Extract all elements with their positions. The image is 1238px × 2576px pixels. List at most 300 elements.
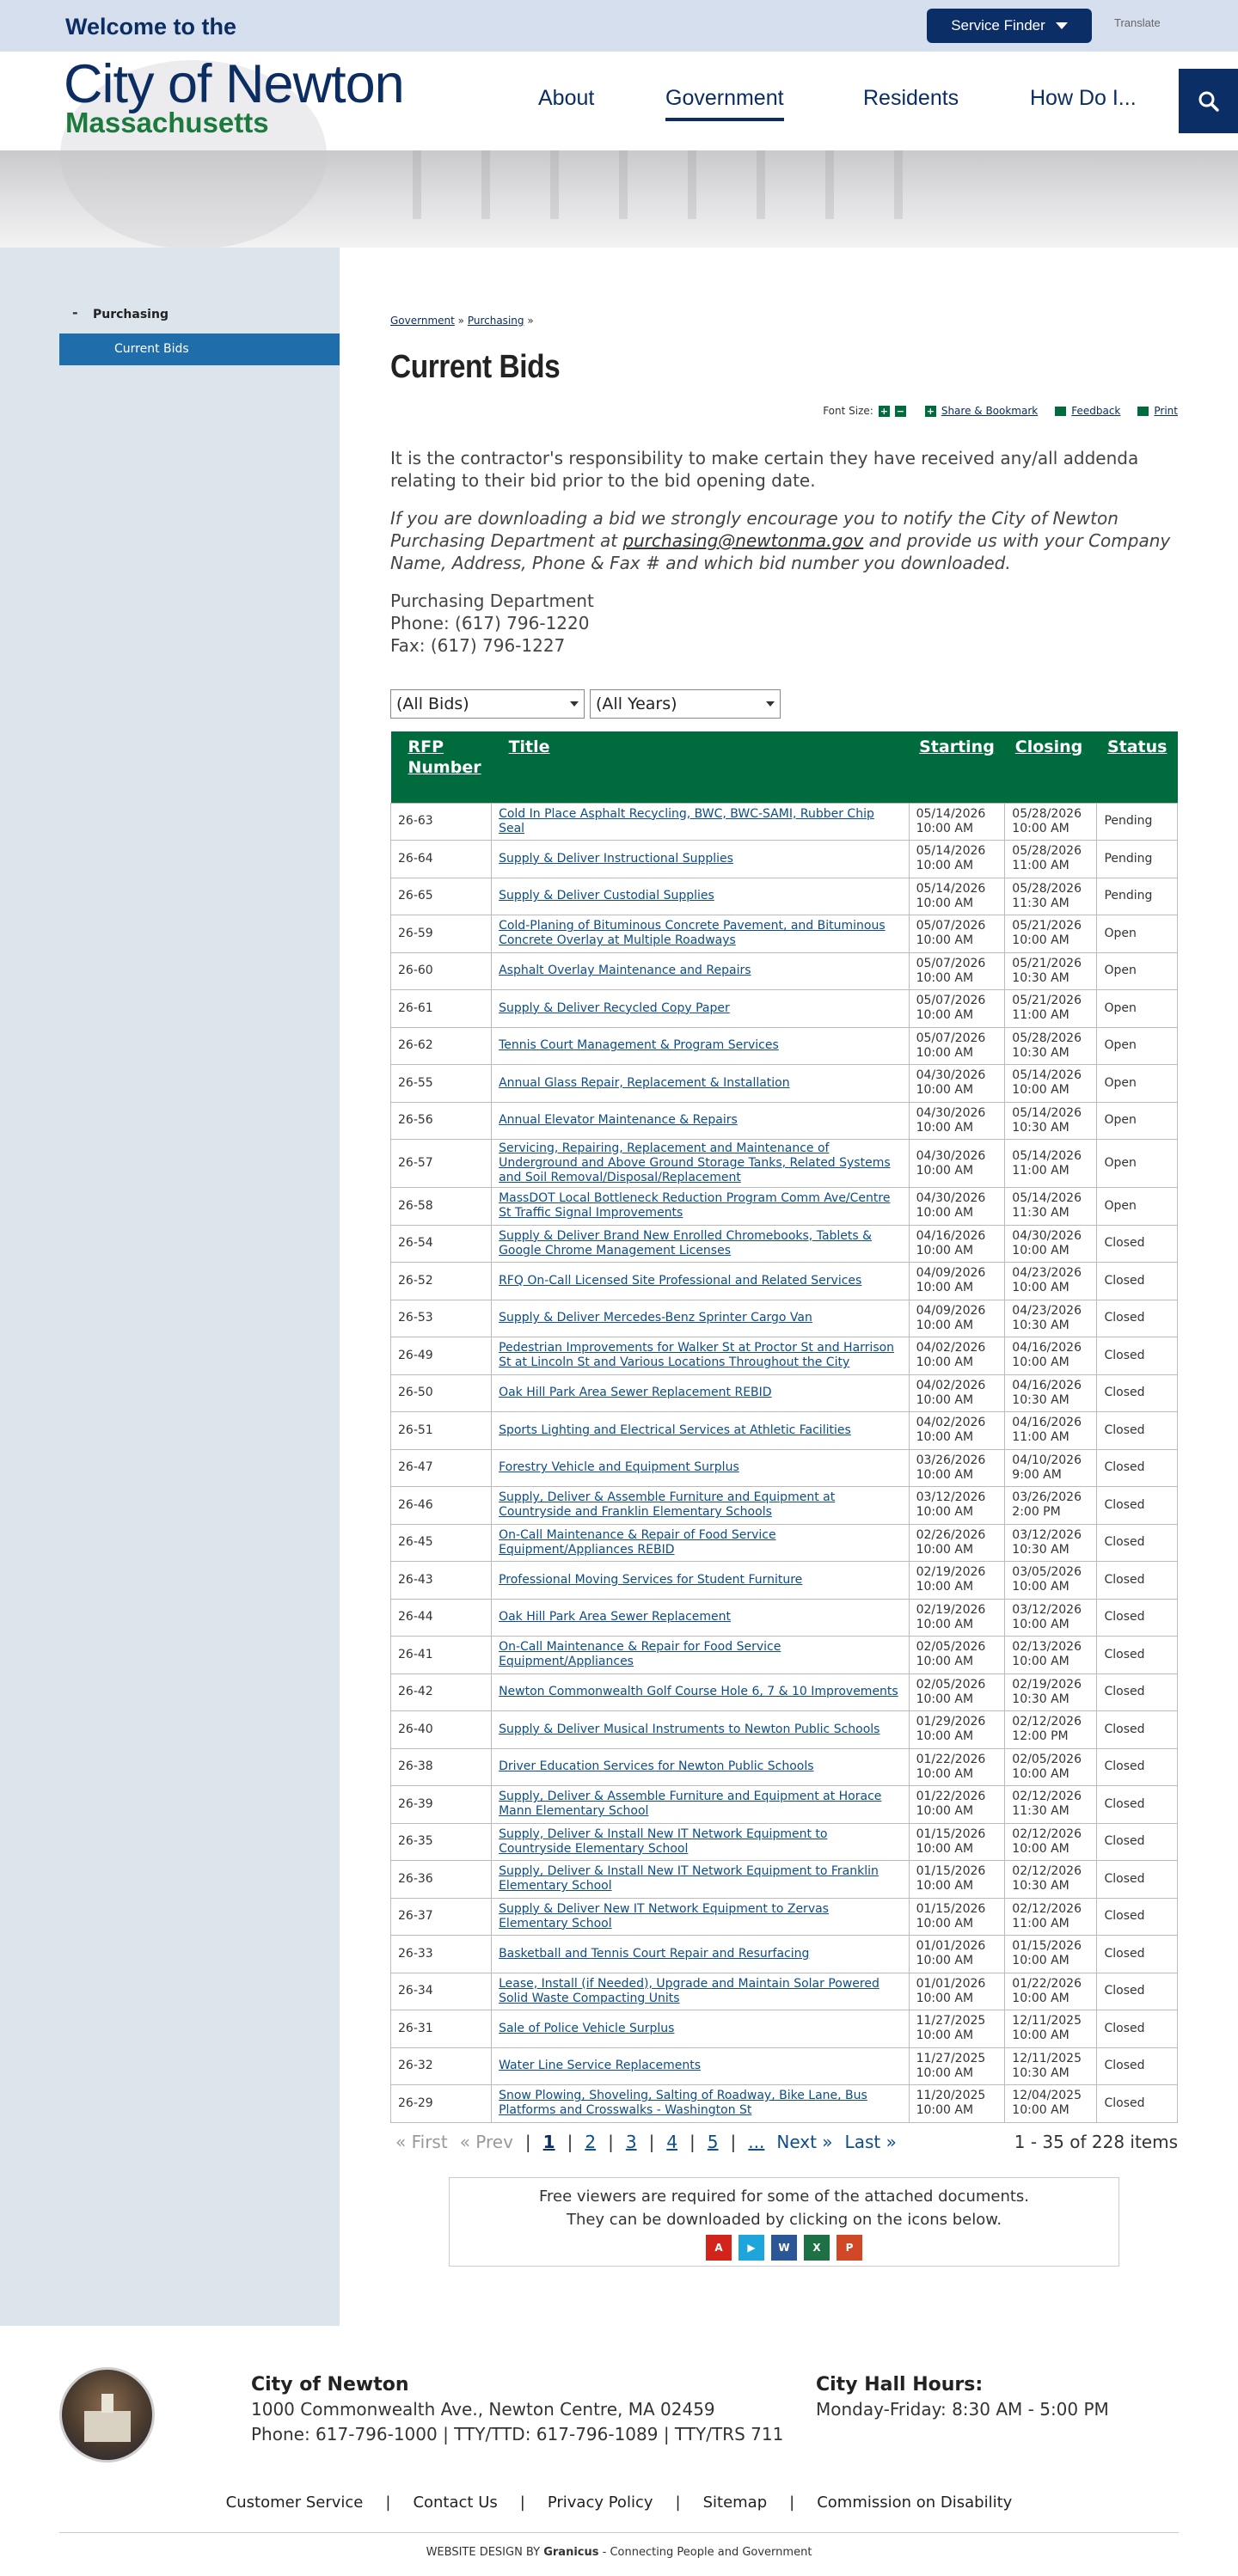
dept-name: Purchasing Department [390,590,594,611]
bid-title-link[interactable]: On-Call Maintenance & Repair for Food Service Equipment/Appliances [499,1640,781,1669]
bid-title-link[interactable]: Oak Hill Park Area Sewer Replacement [499,1610,732,1625]
closing-date-cell: 05/14/2026 10:30 AM [1005,1102,1097,1140]
powerpoint-viewer-icon[interactable]: P [837,2235,862,2261]
granicus-link[interactable]: Granicus [543,2546,599,2559]
closing-date-cell: 12/04/2025 10:00 AM [1005,2085,1097,2123]
table-row [391,1300,1178,1337]
starting-date-cell: 05/14/2026 10:00 AM [909,803,1005,841]
starting-date-cell: 02/05/2026 10:00 AM [909,1673,1005,1711]
closing-date-cell: 01/15/2026 10:00 AM [1005,1936,1097,1973]
bid-title-cell [492,2085,910,2123]
rfp-number-cell: 26-61 [391,990,492,1028]
nav-government[interactable]: Government [665,86,784,110]
page-tools [823,405,1178,417]
table-row [391,1562,1178,1600]
site-logo-city[interactable]: City of Newton [64,54,404,114]
rfp-number-cell: 26-52 [391,1263,492,1300]
closing-date-cell: 02/12/2026 11:00 AM [1005,1898,1097,1936]
closing-date-cell: 04/16/2026 10:30 AM [1005,1374,1097,1412]
chevron-down-icon [766,701,775,707]
starting-date-cell: 05/07/2026 10:00 AM [909,915,1005,953]
rfp-number-cell: 26-62 [391,1027,492,1065]
bid-title-link[interactable]: Snow Plowing, Shoveling, Salting of Roadway, Bike Lane, Bus Platforms and Crosswalks - Washington St [499,2089,867,2118]
starting-date-cell: 03/12/2026 10:00 AM [909,1487,1005,1525]
top-bar [0,0,1238,52]
bid-title-cell [492,1973,910,2010]
closing-date-cell: 05/28/2026 10:30 AM [1005,1027,1097,1065]
rfp-number-cell: 26-65 [391,878,492,915]
breadcrumb: Government » Purchasing » [390,315,534,327]
starting-date-cell: 01/15/2026 10:00 AM [909,1861,1005,1899]
starting-date-cell: 01/22/2026 10:00 AM [909,1786,1005,1824]
bid-title-link[interactable]: Supply, Deliver & Assemble Furniture and Equipment at Horace Mann Elementary School [499,1790,882,1819]
font-size-label: Font Size: [823,405,873,417]
starting-date-cell: 04/02/2026 10:00 AM [909,1374,1005,1412]
status-cell: Closed [1097,1263,1178,1300]
rfp-number-cell: 26-34 [391,1973,492,2010]
footer-link-sitemap[interactable]: Sitemap [702,2493,768,2512]
rfp-number-cell: 26-43 [391,1562,492,1600]
bid-title-link[interactable]: Annual Glass Repair, Replacement & Installation [499,1075,790,1090]
bid-title-cell [492,1823,910,1861]
collapse-icon[interactable]: - [72,304,78,321]
bid-title-cell [492,2010,910,2048]
table-row [391,915,1178,953]
table-row [391,1449,1178,1487]
rfp-number-cell: 26-46 [391,1487,492,1525]
bid-title-cell [492,1225,910,1263]
status-cell: Closed [1097,2047,1178,2085]
starting-date-cell: 01/15/2026 10:00 AM [909,1898,1005,1936]
closing-date-cell: 02/12/2026 10:30 AM [1005,1861,1097,1899]
bid-title-link[interactable]: Sports Lighting and Electrical Services at Athletic Facilities [499,1423,851,1437]
table-row [391,878,1178,915]
bids-table [390,731,1178,2123]
starting-date-cell: 04/30/2026 10:00 AM [909,1065,1005,1103]
status-cell: Open [1097,915,1178,953]
sidebar-item-purchasing[interactable]: Purchasing [93,308,169,321]
status-cell: Open [1097,1140,1178,1188]
rfp-number-cell: 26-59 [391,915,492,953]
footer-hours-title: City Hall Hours: [816,2374,984,2395]
closing-date-cell: 05/21/2026 10:00 AM [1005,915,1097,953]
table-header-row [391,731,1178,803]
intro-text [390,447,1178,657]
bid-title-cell [492,1748,910,1786]
bid-title-cell [492,1599,910,1637]
footer-link-contact-us[interactable]: Contact Us [413,2493,498,2512]
starting-date-cell: 11/27/2025 10:00 AM [909,2010,1005,2048]
bid-title-cell [492,1898,910,1936]
rfp-number-cell: 26-64 [391,841,492,878]
bid-title-cell [492,1637,910,1674]
starting-date-cell: 05/07/2026 10:00 AM [909,990,1005,1028]
city-seal-logo [59,2367,155,2463]
bid-title-link[interactable]: Annual Elevator Maintenance & Repairs [499,1113,738,1128]
bid-title-cell [492,1711,910,1749]
pager-next[interactable]: Next » [776,2132,833,2152]
bid-title-link[interactable]: Supply & Deliver Instructional Supplies [499,851,733,866]
bid-title-link[interactable]: On-Call Maintenance & Repair of Food Service Equipment/Appliances REBID [499,1527,776,1557]
bid-title-cell [492,1673,910,1711]
translate-link[interactable]: Translate [1114,16,1161,29]
table-row [391,1337,1178,1375]
table-row [391,1065,1178,1103]
table-row [391,1823,1178,1861]
table-row [391,1973,1178,2010]
bid-filters [390,689,781,719]
breadcrumb-government[interactable]: Government [390,315,455,327]
viewers-line-2: They can be downloaded by clicking on the icons below. [566,2211,1002,2229]
nav-how-do-i[interactable]: How Do I... [1030,86,1137,110]
closing-date-cell: 03/05/2026 10:00 AM [1005,1562,1097,1600]
pager-last[interactable]: Last » [844,2132,897,2152]
table-row [391,2085,1178,2123]
starting-date-cell: 02/19/2026 10:00 AM [909,1562,1005,1600]
table-row [391,952,1178,990]
status-cell: Closed [1097,1374,1178,1412]
closing-date-cell: 03/12/2026 10:30 AM [1005,1524,1097,1562]
pager-page-5[interactable]: 5 [707,2132,719,2152]
footer-links: Customer Service | Contact Us | Privacy Policy | Sitemap | Commission on Disability [225,2493,1013,2512]
starting-date-cell: 05/14/2026 10:00 AM [909,878,1005,915]
status-cell: Closed [1097,1487,1178,1525]
bid-title-cell [492,803,910,841]
rfp-number-cell: 26-50 [391,1374,492,1412]
starting-date-cell: 01/22/2026 10:00 AM [909,1748,1005,1786]
closing-date-cell: 04/30/2026 10:00 AM [1005,1225,1097,1263]
print-icon [1137,407,1149,416]
bid-title-link[interactable]: Supply & Deliver Mercedes-Benz Sprinter Cargo Van [499,1311,812,1325]
word-viewer-icon[interactable]: W [771,2235,797,2261]
status-cell: Closed [1097,1412,1178,1450]
table-row [391,1599,1178,1637]
bid-title-link[interactable]: RFQ On-Call Licensed Site Professional and Related Services [499,1273,862,1288]
status-cell: Open [1097,1065,1178,1103]
status-cell: Open [1097,1102,1178,1140]
starting-date-cell: 05/14/2026 10:00 AM [909,841,1005,878]
bid-title-link[interactable]: Supply & Deliver Musical Instruments to Newton Public Schools [499,1722,880,1736]
chevron-down-icon [1056,22,1068,29]
table-row [391,1140,1178,1188]
font-increase-icon[interactable]: + [879,405,888,417]
pager-page-4[interactable]: 4 [666,2132,678,2152]
starting-date-cell: 01/15/2026 10:00 AM [909,1823,1005,1861]
rfp-number-cell: 26-41 [391,1637,492,1674]
footer-hours-text: Monday-Friday: 8:30 AM - 5:00 PM [816,2399,1109,2420]
media-player-icon[interactable]: ▶ [739,2235,764,2261]
excel-viewer-icon[interactable]: X [804,2235,830,2261]
bid-title-link[interactable]: Newton Commonwealth Golf Course Hole 6, 7 & 10 Improvements [499,1685,898,1699]
closing-date-cell: 02/12/2026 11:30 AM [1005,1786,1097,1824]
status-cell: Open [1097,1027,1178,1065]
bid-title-cell [492,915,910,953]
rfp-number-cell: 26-39 [391,1786,492,1824]
rfp-number-cell: 26-63 [391,803,492,841]
starting-date-cell: 04/02/2026 10:00 AM [909,1337,1005,1375]
starting-date-cell: 04/30/2026 10:00 AM [909,1188,1005,1226]
bid-title-link[interactable]: MassDOT Local Bottleneck Reduction Program Comm Ave/Centre St Traffic Signal Improvements [499,1191,891,1221]
bid-title-cell [492,1102,910,1140]
closing-date-cell: 02/19/2026 10:30 AM [1005,1673,1097,1711]
col-rfp-number[interactable]: RFP Number [391,731,492,803]
closing-date-cell: 05/28/2026 11:30 AM [1005,878,1097,915]
bid-title-cell [492,1412,910,1450]
rfp-number-cell: 26-60 [391,952,492,990]
starting-date-cell: 01/01/2026 10:00 AM [909,1936,1005,1973]
rfp-number-cell: 26-29 [391,2085,492,2123]
rfp-number-cell: 26-56 [391,1102,492,1140]
starting-date-cell: 02/26/2026 10:00 AM [909,1524,1005,1562]
sidebar-item-current-bids[interactable]: Current Bids [59,333,340,365]
table-row [391,1673,1178,1711]
table-row [391,1027,1178,1065]
bid-title-cell [492,1487,910,1525]
col-starting[interactable]: Starting [909,731,1005,803]
dept-phone: Phone: (617) 796-1220 [390,613,590,633]
table-row [391,803,1178,841]
bid-title-cell [492,1300,910,1337]
status-cell: Closed [1097,1225,1178,1263]
bid-title-link[interactable]: Water Line Service Replacements [499,2059,702,2073]
feedback-icon [1055,407,1066,416]
bid-title-cell [492,1140,910,1188]
col-status[interactable]: Status [1097,731,1178,803]
bid-title-link[interactable]: Supply, Deliver & Install New IT Network Equipment to Countryside Elementary School [499,1826,828,1856]
bid-title-cell [492,1188,910,1226]
starting-date-cell: 02/05/2026 10:00 AM [909,1637,1005,1674]
bid-title-cell [492,1065,910,1103]
starting-date-cell: 04/30/2026 10:00 AM [909,1102,1005,1140]
nav-residents[interactable]: Residents [863,86,959,110]
bid-title-cell [492,878,910,915]
main-navigation [0,52,1238,150]
closing-date-cell: 12/11/2025 10:00 AM [1005,2010,1097,2048]
print-link[interactable]: Print [1154,405,1178,417]
closing-date-cell: 05/28/2026 10:00 AM [1005,803,1097,841]
table-row [391,1861,1178,1899]
status-cell: Closed [1097,2085,1178,2123]
closing-date-cell: 12/11/2025 10:30 AM [1005,2047,1097,2085]
page-title: Current Bids [390,349,561,385]
status-cell: Closed [1097,1973,1178,2010]
bids-table-body [391,803,1178,2122]
footer-address: 1000 Commonwealth Ave., Newton Centre, MA 02459 [251,2399,715,2420]
status-cell: Closed [1097,1936,1178,1973]
closing-date-cell: 05/14/2026 10:00 AM [1005,1065,1097,1103]
status-cell: Closed [1097,1524,1178,1562]
starting-date-cell: 11/20/2025 10:00 AM [909,2085,1005,2123]
bid-year-select[interactable]: (All Years) [590,689,781,719]
dept-fax: Fax: (617) 796-1227 [390,635,566,656]
table-row [391,1936,1178,1973]
bid-title-link[interactable]: Driver Education Services for Newton Public Schools [499,1759,814,1774]
bid-title-link[interactable]: Oak Hill Park Area Sewer Replacement REBID [499,1386,772,1400]
bid-title-link[interactable]: Pedestrian Improvements for Walker St at Proctor St and Harrison St at Lincoln St and Various Locations Throughout the City [499,1341,895,1370]
status-cell: Closed [1097,1786,1178,1824]
share-bookmark-link[interactable]: Share & Bookmark [941,405,1039,417]
closing-date-cell: 02/12/2026 10:00 AM [1005,1823,1097,1861]
starting-date-cell: 01/29/2026 10:00 AM [909,1711,1005,1749]
table-row [391,1524,1178,1562]
starting-date-cell: 04/30/2026 10:00 AM [909,1140,1005,1188]
footer-link-customer-service[interactable]: Customer Service [225,2493,364,2512]
table-row [391,1898,1178,1936]
pager-page-2[interactable]: 2 [585,2132,597,2152]
share-icon: + [926,405,935,417]
starting-date-cell: 05/07/2026 10:00 AM [909,1027,1005,1065]
site-logo-state: Massachusetts [65,107,269,138]
addenda-notice: It is the contractor's responsibility to make certain they have received any/all addenda relating to their bid prior to the bid opening date. [390,448,1139,491]
closing-date-cell: 03/12/2026 10:00 AM [1005,1599,1097,1637]
bid-title-link[interactable]: Lease, Install (if Needed), Upgrade and Maintain Solar Powered Solid Waste Compacting Units [499,1976,879,2005]
pdf-reader-icon[interactable]: A [706,2235,732,2261]
bid-title-cell [492,1861,910,1899]
closing-date-cell: 01/22/2026 10:00 AM [1005,1973,1097,2010]
status-cell: Open [1097,952,1178,990]
table-row [391,1711,1178,1749]
sidebar [0,248,340,2326]
bid-title-link[interactable]: Supply & Deliver Brand New Enrolled Chromebooks, Tablets & Google Chrome Management Licenses [499,1228,873,1257]
starting-date-cell: 04/09/2026 10:00 AM [909,1300,1005,1337]
status-cell: Closed [1097,1637,1178,1674]
bid-title-link[interactable]: Basketball and Tennis Court Repair and Resurfacing [499,1946,810,1961]
bid-title-link[interactable]: Supply & Deliver Recycled Copy Paper [499,1000,730,1015]
nav-about[interactable]: About [538,86,595,110]
starting-date-cell: 02/19/2026 10:00 AM [909,1599,1005,1637]
table-row [391,2047,1178,2085]
font-decrease-icon[interactable]: − [896,405,904,417]
closing-date-cell: 04/10/2026 9:00 AM [1005,1449,1097,1487]
bid-title-link[interactable]: Tennis Court Management & Program Services [499,1038,779,1053]
rfp-number-cell: 26-31 [391,2010,492,2048]
bid-category-select[interactable]: (All Bids) [390,689,585,719]
rfp-number-cell: 26-40 [391,1711,492,1749]
download-notice: If you are downloading a bid we strongly encourage you to notify the City of Newton Purchasing Department at purchasing@newtonma.gov and provide us with your Company Name, Address, Phone & Fax # and which bid number you downloaded. [390,508,1171,573]
bid-title-link[interactable]: Asphalt Overlay Maintenance and Repairs [499,964,751,978]
table-row [391,1487,1178,1525]
bid-title-link[interactable]: Cold In Place Asphalt Recycling, BWC, BWC-SAMI, Rubber Chip Seal [499,806,874,835]
bid-title-link[interactable]: Supply & Deliver Custodial Supplies [499,889,714,903]
rfp-number-cell: 26-53 [391,1300,492,1337]
search-button[interactable] [1179,69,1238,133]
rfp-number-cell: 26-45 [391,1524,492,1562]
bid-title-link[interactable]: Cold-Planing of Bituminous Concrete Pavement, and Bituminous Concrete Overlay at Multiple Roadways [499,919,886,948]
status-cell: Pending [1097,803,1178,841]
rfp-number-cell: 26-44 [391,1599,492,1637]
bid-title-cell [492,2047,910,2085]
status-cell: Closed [1097,1711,1178,1749]
table-row [391,1374,1178,1412]
free-viewers-box [449,2177,1119,2267]
purchasing-email-link[interactable]: purchasing@newtonma.gov [622,530,864,551]
rfp-number-cell: 26-35 [391,1823,492,1861]
footer-hours [816,2372,1109,2422]
rfp-number-cell: 26-42 [391,1673,492,1711]
table-row [391,1263,1178,1300]
table-row [391,2010,1178,2048]
service-finder-label: Service Finder [951,17,1045,34]
status-cell: Pending [1097,878,1178,915]
table-row [391,1102,1178,1140]
starting-date-cell: 05/07/2026 10:00 AM [909,952,1005,990]
bid-title-link[interactable]: Sale of Police Vehicle Surplus [499,2021,675,2035]
bid-title-link[interactable]: Supply & Deliver New IT Network Equipment to Zervas Elementary School [499,1901,829,1930]
pager-page-3[interactable]: 3 [625,2132,637,2152]
closing-date-cell: 04/16/2026 11:00 AM [1005,1412,1097,1450]
rfp-number-cell: 26-36 [391,1861,492,1899]
status-cell: Closed [1097,1562,1178,1600]
bid-title-cell [492,1374,910,1412]
col-closing[interactable]: Closing [1005,731,1097,803]
status-cell: Open [1097,990,1178,1028]
status-cell: Closed [1097,1673,1178,1711]
col-title[interactable]: Title [492,731,910,803]
rfp-number-cell: 26-33 [391,1936,492,1973]
closing-date-cell: 05/21/2026 10:30 AM [1005,952,1097,990]
table-row [391,990,1178,1028]
service-finder-button[interactable] [927,9,1092,43]
starting-date-cell: 04/02/2026 10:00 AM [909,1412,1005,1450]
website-credit: WEBSITE DESIGN BY Granicus - Connecting People and Government [426,2546,812,2559]
pager-page-1[interactable]: 1 [542,2132,555,2152]
status-cell: Closed [1097,1449,1178,1487]
starting-date-cell: 03/26/2026 10:00 AM [909,1449,1005,1487]
closing-date-cell: 03/26/2026 2:00 PM [1005,1487,1097,1525]
starting-date-cell: 04/16/2026 10:00 AM [909,1225,1005,1263]
breadcrumb-purchasing[interactable]: Purchasing [467,315,524,327]
rfp-number-cell: 26-51 [391,1412,492,1450]
closing-date-cell: 04/23/2026 10:30 AM [1005,1300,1097,1337]
bid-title-link[interactable]: Servicing, Repairing, Replacement and Maintenance of Underground and Above Ground Storage Tanks, Related Systems and Soil Removal/Disposal/Replacement [499,1141,891,1184]
table-row [391,1188,1178,1226]
footer-link-commission-on-disability[interactable]: Commission on Disability [817,2493,1013,2512]
bid-title-link[interactable]: Forestry Vehicle and Equipment Surplus [499,1460,739,1475]
starting-date-cell: 04/09/2026 10:00 AM [909,1263,1005,1300]
bid-title-cell [492,1562,910,1600]
footer-phone: Phone: 617-796-1000 | TTY/TTD: 617-796-1089 | TTY/TRS 711 [251,2424,784,2444]
status-cell: Closed [1097,1861,1178,1899]
table-row [391,841,1178,878]
rfp-number-cell: 26-38 [391,1748,492,1786]
rfp-number-cell: 26-37 [391,1898,492,1936]
closing-date-cell: 02/13/2026 10:00 AM [1005,1637,1097,1674]
search-icon [1198,90,1220,113]
rfp-number-cell: 26-55 [391,1065,492,1103]
table-row [391,1412,1178,1450]
footer-link-privacy-policy[interactable]: Privacy Policy [547,2493,653,2512]
rfp-number-cell: 26-54 [391,1225,492,1263]
closing-date-cell: 04/23/2026 10:00 AM [1005,1263,1097,1300]
status-cell: Closed [1097,1823,1178,1861]
feedback-link[interactable]: Feedback [1071,405,1121,417]
bid-title-cell [492,1263,910,1300]
table-row [391,1786,1178,1824]
footer-contact [251,2372,783,2447]
closing-date-cell: 02/05/2026 10:00 AM [1005,1748,1097,1786]
bid-title-link[interactable]: Professional Moving Services for Student Furniture [499,1572,803,1587]
status-cell: Closed [1097,1898,1178,1936]
status-cell: Pending [1097,841,1178,878]
closing-date-cell: 05/21/2026 11:00 AM [1005,990,1097,1028]
pager-more[interactable]: ... [748,2132,765,2152]
chevron-down-icon [570,701,579,707]
rfp-number-cell: 26-57 [391,1140,492,1188]
bid-title-link[interactable]: Supply, Deliver & Assemble Furniture and Equipment at Countryside and Franklin Elementary Schools [499,1490,836,1520]
pager-prev: « Prev [459,2132,513,2152]
rfp-number-cell: 26-47 [391,1449,492,1487]
bid-title-link[interactable]: Supply, Deliver & Install New IT Network Equipment to Franklin Elementary School [499,1864,879,1894]
